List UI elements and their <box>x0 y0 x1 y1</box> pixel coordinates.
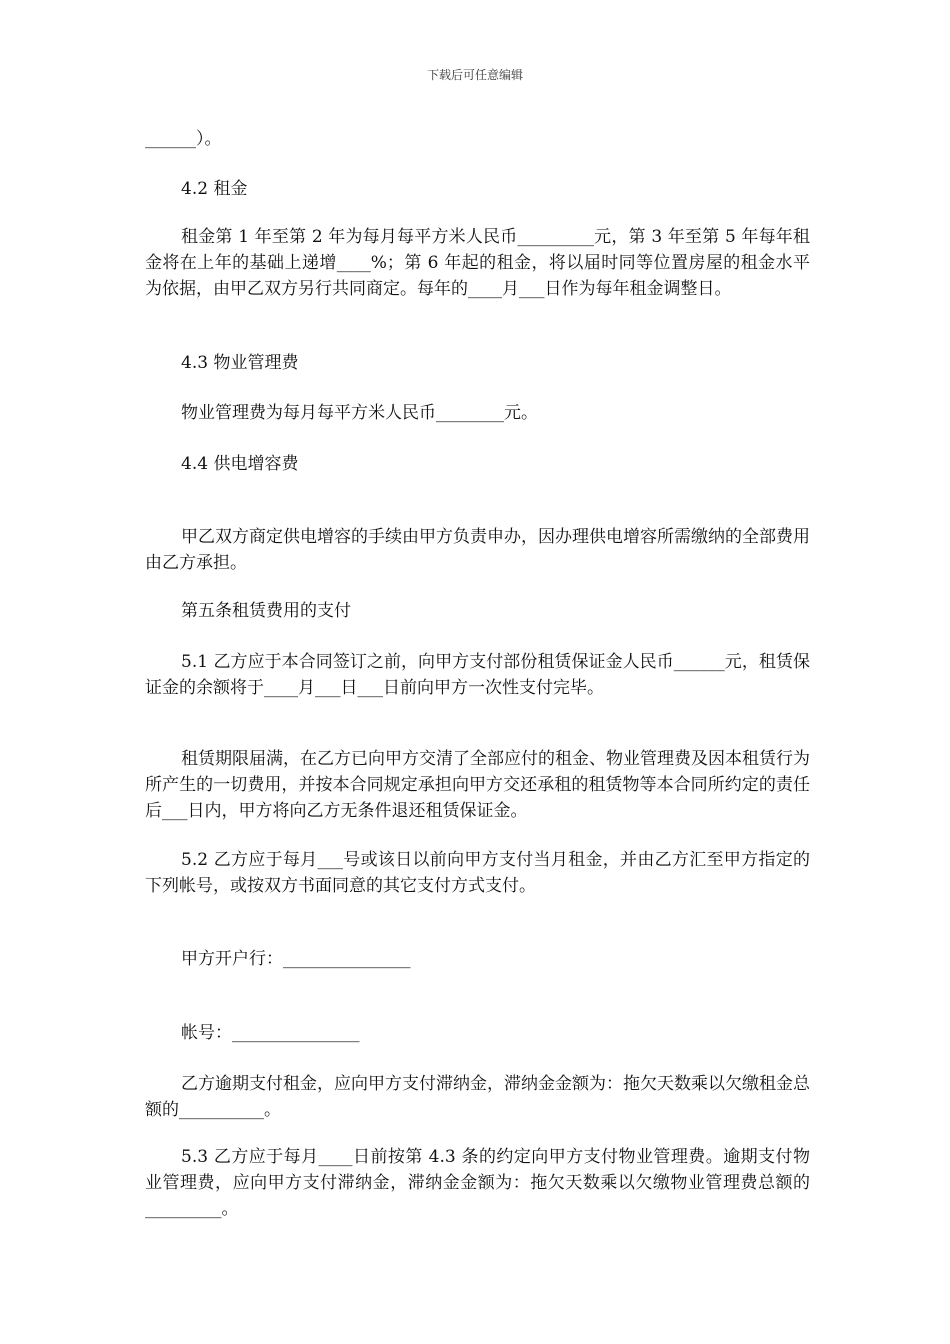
paragraph-5-2: 5.2 乙方应于每月___号或该日以前向甲方支付当月租金，并由乙方汇至甲方指定的下列帐号，或按双方书面同意的其它支付方式支付。 <box>145 850 810 896</box>
bank-name-line: 甲方开户行：_______________ <box>181 949 411 969</box>
paragraph-late-rent: 乙方逾期支付租金，应向甲方支付滞纳金，滞纳金金额为：拖欠天数乘以欠缴租金总额的__________。 <box>145 1074 810 1120</box>
paragraph-5-1: 5.1 乙方应于本合同签订之前，向甲方支付部份租赁保证金人民币______元，租赁保证金的余额将于____月___日___日前向甲方一次性支付完毕。 <box>145 652 810 698</box>
page-header: 下载后可任意编辑 <box>426 68 523 82</box>
account-number-line: 帐号：_______________ <box>181 1023 360 1043</box>
article-five-heading: 第五条租赁费用的支付 <box>181 601 351 621</box>
paragraph-5-3: 5.3 乙方应于每月____日前按第 4.3 条的约定向甲方支付物业管理费。逾期支付物业管理费，应向甲方支付滞纳金，滞纳金金额为：拖欠天数乘以欠缴物业管理费总额的_________。 <box>145 1147 810 1219</box>
paragraph-deposit-refund: 租赁期限届满，在乙方已向甲方交清了全部应付的租金、物业管理费及因本租赁行为所产生的一切费用，并按本合同规定承担向甲方交还承租的租赁物等本合同所约定的责任后___日内，甲方将向乙方无条件退还租赁保证金。 <box>145 749 810 821</box>
section-heading-4-3: 4.3 物业管理费 <box>181 353 299 373</box>
section-heading-4-4: 4.4 供电增容费 <box>181 454 299 474</box>
section-heading-4-2: 4.2 租金 <box>181 179 248 199</box>
paragraph-power-capacity: 甲乙双方商定供电增容的手续由甲方负责申办，因办理供电增容所需缴纳的全部费用由乙方承担。 <box>145 527 810 573</box>
paragraph-property-fee: 物业管理费为每月每平方米人民币________元。 <box>181 403 538 423</box>
paragraph-continuation: ______）。 <box>145 129 222 149</box>
paragraph-rent: 租金第 1 年至第 2 年为每月每平方米人民币_________元，第 3 年至第 5 年每年租金将在上年的基础上递增____%；第 6 年起的租金，将以届时同等位置房屋的租金水平为依据，由甲乙双方另行共同商定。每年的____月___日作为每年租金调整日。 <box>145 227 810 299</box>
